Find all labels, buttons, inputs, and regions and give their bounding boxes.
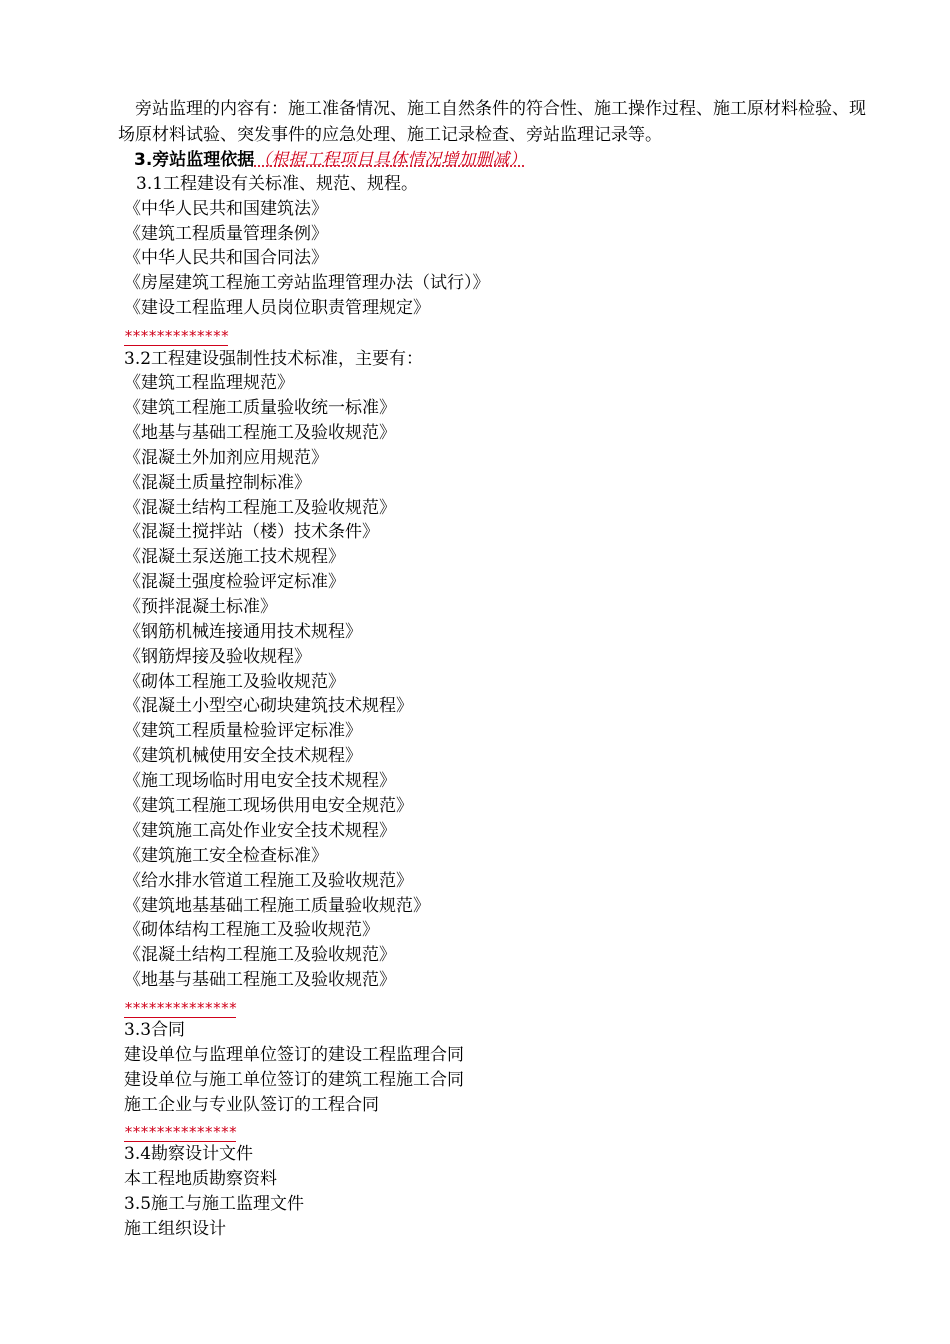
subsection-title-3-3: 3.3合同	[124, 1020, 186, 1040]
subsection-title-3-1: 3.1工程建设有关标准、规范、规程。	[136, 174, 419, 194]
list-item: 建设单位与监理单位签订的建设工程监理合同	[124, 1045, 464, 1065]
list-item: 《混凝土质量控制标准》	[124, 473, 311, 493]
section-heading	[134, 147, 526, 173]
list-item: 《施工现场临时用电安全技术规程》	[124, 771, 396, 791]
list-item: 《钢筋焊接及验收规程》	[124, 647, 311, 667]
subsection-title-3-4: 3.4勘察设计文件	[124, 1144, 254, 1164]
list-item: 《砌体结构工程施工及验收规范》	[124, 920, 379, 940]
list-item: 《混凝土结构工程施工及验收规范》	[124, 945, 396, 965]
section-note: （根据工程项目具体情况增加删减）	[254, 150, 527, 170]
intro-paragraph: 旁站监理的内容有：施工准备情况、施工自然条件的符合性、施工操作过程、施工原材料检验、现场原材料试验、突发事件的应急处理、施工记录检查、旁站监理记录等。	[118, 99, 866, 145]
list-item: 施工企业与专业队签订的工程合同	[124, 1095, 379, 1115]
list-item: 《建筑施工高处作业安全技术规程》	[124, 821, 396, 841]
list-item: 《建筑工程质量管理条例》	[124, 224, 328, 244]
list-item: 《建筑工程施工现场供用电安全规范》	[124, 796, 413, 816]
list-item: 《混凝土搅拌站（楼）技术条件》	[124, 522, 379, 542]
list-item: 《中华人民共和国合同法》	[124, 248, 328, 268]
list-item: 《建筑地基基础工程施工质量验收规范》	[124, 896, 430, 916]
list-item: 《混凝土外加剂应用规范》	[124, 448, 328, 468]
list-item: 《建筑工程施工质量验收统一标准》	[124, 398, 396, 418]
list-item: 《中华人民共和国建筑法》	[124, 199, 328, 219]
list-item: 本工程地质勘察资料	[124, 1169, 277, 1189]
section-number: 3.	[134, 150, 153, 170]
list-item: 《建筑施工安全检查标准》	[124, 846, 328, 866]
list-item: 《给水排水管道工程施工及验收规范》	[124, 871, 413, 891]
subsection-title-3-2: 3.2工程建设强制性技术标准，主要有：	[124, 349, 424, 369]
separator-stars: **************	[124, 1123, 237, 1141]
list-item: 《预拌混凝土标准》	[124, 597, 277, 617]
separator-stars: **************	[124, 999, 237, 1017]
list-item: 建设单位与施工单位签订的建筑工程施工合同	[124, 1070, 464, 1090]
list-item: 《混凝土泵送施工技术规程》	[124, 547, 345, 567]
subsection-title-3-5: 3.5施工与施工监理文件	[124, 1194, 305, 1214]
list-item: 《建筑工程质量检验评定标准》	[124, 721, 362, 741]
list-item: 《地基与基础工程施工及验收规范》	[124, 970, 396, 990]
list-item: 《地基与基础工程施工及验收规范》	[124, 423, 396, 443]
list-item: 《砌体工程施工及验收规范》	[124, 672, 345, 692]
list-item: 《建筑机械使用安全技术规程》	[124, 746, 362, 766]
list-item: 《混凝土结构工程施工及验收规范》	[124, 498, 396, 518]
separator-stars: *************	[124, 327, 229, 345]
list-item: 《房屋建筑工程施工旁站监理管理办法（试行）》	[124, 273, 490, 293]
list-item: 《混凝土强度检验评定标准》	[124, 572, 345, 592]
section-title: 旁站监理依据	[152, 150, 255, 170]
list-item: 施工组织设计	[124, 1219, 226, 1239]
list-item: 《建筑工程监理规范》	[124, 373, 294, 393]
list-item: 《钢筋机械连接通用技术规程》	[124, 622, 362, 642]
list-item: 《混凝土小型空心砌块建筑技术规程》	[124, 696, 413, 716]
list-item: 《建设工程监理人员岗位职责管理规定》	[124, 298, 430, 318]
